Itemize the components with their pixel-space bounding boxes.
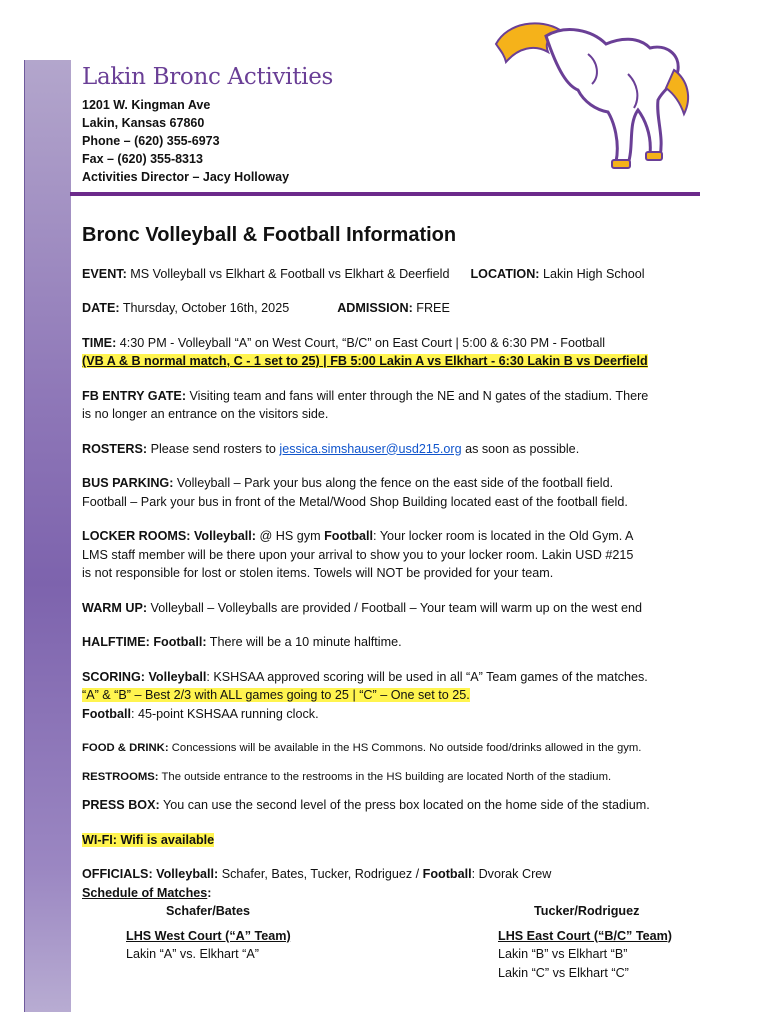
match-item: Lakin “A” vs. Elkhart “A” <box>126 947 259 961</box>
wifi-line: WI-FI: Wifi is available <box>82 832 215 847</box>
phone-line: Phone – (620) 355-6973 <box>82 134 220 148</box>
west-officials: Schafer/Bates <box>166 904 250 918</box>
scoring-football-line: Football: 45-point KSHSAA running clock. <box>82 706 319 721</box>
fb-gate-line: FB ENTRY GATE: Visiting team and fans will enter through the NE and N gates of the stadium. There <box>82 388 649 403</box>
west-court-column <box>82 902 382 964</box>
fb-gate-line2: is no longer an entrance on the visitors side. <box>82 407 329 421</box>
officials-line: OFFICIALS: Volleyball: Schafer, Bates, Tucker, Rodriguez / Football: Dvorak Crew <box>82 867 552 881</box>
east-court-title: LHS East Court (“B/C” Team) <box>498 928 672 943</box>
scoring-line: SCORING: Volleyball: KSHSAA approved scoring will be used in all “A” Team games of the matches. <box>82 669 648 684</box>
address-line: Lakin, Kansas 67860 <box>82 116 205 130</box>
press-box-line: PRESS BOX: You can use the second level of the press box located on the home side of the stadium. <box>82 798 650 812</box>
org-name: Lakin Bronc Activities <box>82 64 334 90</box>
bronco-mascot-icon <box>488 14 700 204</box>
event-line: EVENT: MS Volleyball vs Elkhart & Football vs Elkhart & Deerfield LOCATION: Lakin High School <box>82 266 645 281</box>
bus-line2: Football – Park your bus in front of the Metal/Wood Shop Building located east of the football field. <box>82 494 628 509</box>
food-line: FOOD & DRINK: Concessions will be available in the HS Commons. No outside food/drinks allowed in the gym. <box>82 742 642 754</box>
date-line: DATE: Thursday, October 16th, 2025 ADMISSION: FREE <box>82 301 450 315</box>
schedule-of-matches <box>82 902 702 992</box>
scoring-highlight: “A” & “B” – Best 2/3 with ALL games going to 25 | “C” – One set to 25. <box>82 688 470 702</box>
locker-line: LOCKER ROOMS: Volleyball: @ HS gym Football: Your locker room is located in the Old Gym. A <box>82 529 634 543</box>
fax-line: Fax – (620) 355-8313 <box>82 152 203 166</box>
page-title: Bronc Volleyball & Football Information <box>82 224 457 246</box>
locker-line2: LMS staff member will be there upon your arrival to show you to your locker room. Lakin USD #215 <box>82 547 634 562</box>
header-divider <box>70 192 700 196</box>
info-document <box>82 226 702 992</box>
east-court-column <box>442 902 702 982</box>
decorative-sidebar <box>24 60 71 1012</box>
bus-line: BUS PARKING: Volleyball – Park your bus along the fence on the east side of the football field. <box>82 476 614 490</box>
east-officials: Tucker/Rodriguez <box>534 904 640 918</box>
address-block <box>82 96 333 186</box>
halftime-line: HALFTIME: Football: There will be a 10 minute halftime. <box>82 635 402 649</box>
roster-email-link[interactable]: jessica.simshauser@usd215.org <box>279 441 462 456</box>
address-line: 1201 W. Kingman Ave <box>82 98 211 112</box>
restrooms-line: RESTROOMS: The outside entrance to the restrooms in the HS building are located North of the stadium. <box>82 770 612 783</box>
west-court-title: LHS West Court (“A” Team) <box>126 928 291 943</box>
schedule-heading: Schedule of Matches: <box>82 885 212 900</box>
locker-line3: is not responsible for lost or stolen items. Towels will NOT be provided for your team. <box>82 566 554 580</box>
rosters-line: ROSTERS: Please send rosters to jessica.simshauser@usd215.org as soon as possible. <box>82 441 580 456</box>
director-line: Activities Director – Jacy Holloway <box>82 170 290 184</box>
warmup-line: WARM UP: Volleyball – Volleyballs are provided / Football – Your team will warm up on the west end <box>82 600 642 615</box>
time-line: TIME: 4:30 PM - Volleyball “A” on West Court, “B/C” on East Court | 5:00 & 6:30 PM - Football <box>82 335 606 350</box>
match-item: Lakin “B” vs Elkhart “B” <box>498 947 628 961</box>
time-highlight: (VB A & B normal match, C - 1 set to 25) | FB 5:00 Lakin A vs Elkhart - 6:30 Lakin B vs Deerfield <box>82 354 648 368</box>
letterhead <box>82 64 333 186</box>
match-item: Lakin “C” vs Elkhart “C” <box>498 965 629 980</box>
